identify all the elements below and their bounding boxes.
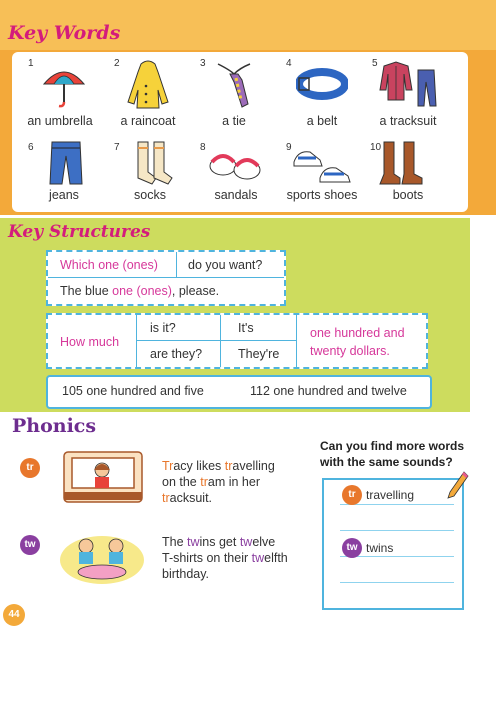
- question-table: [46, 250, 286, 306]
- item-number: 7: [114, 142, 120, 153]
- item-number: 1: [28, 58, 34, 69]
- note-tw-badge: tw: [342, 538, 362, 558]
- number-examples-box: [46, 375, 432, 409]
- number-example-112: 112 one hundred and twelve: [250, 384, 407, 398]
- word-label: a raincoat: [120, 114, 176, 128]
- belt-icon: [296, 64, 348, 104]
- theyre-text: They're: [238, 347, 280, 361]
- key-words-panel: [12, 52, 468, 212]
- note-tw-word: twins: [366, 541, 394, 555]
- phonics-title: Phonics: [12, 415, 97, 437]
- word-label: socks: [134, 188, 166, 202]
- are-they-text: are they?: [150, 347, 203, 361]
- key-structures-title: Key Structures: [8, 222, 151, 242]
- price-line-2: twenty dollars.: [310, 344, 390, 358]
- note-tr-word: travelling: [366, 488, 415, 502]
- item-number: 8: [200, 142, 206, 153]
- is-it-text: is it?: [150, 321, 176, 335]
- key-words-title: Key Words: [8, 22, 121, 44]
- sandals-icon: [208, 146, 262, 182]
- find-more-question: Can you find more words with the same sounds?: [320, 439, 465, 469]
- word-label: a tracksuit: [379, 114, 437, 128]
- word-label: sandals: [214, 188, 258, 202]
- umbrella-icon: [42, 62, 86, 108]
- answer-text: The blue one (ones), please.: [60, 284, 220, 298]
- item-number: 5: [372, 58, 378, 69]
- word-label: an umbrella: [27, 114, 93, 128]
- price-line-1: one hundred and: [310, 326, 405, 340]
- tr-sentence: Tracy likes travelling on the tram in her tracksuit.: [162, 459, 275, 505]
- how-much-text: How much: [60, 335, 120, 349]
- tw-badge: tw: [20, 535, 40, 555]
- girl-on-tram-illustration: [62, 448, 144, 506]
- jeans-icon: [48, 140, 84, 186]
- which-one-text: Which one (ones): [60, 258, 158, 272]
- its-text: It's: [238, 321, 254, 335]
- notebook-card: [322, 478, 464, 610]
- word-label: a tie: [222, 114, 246, 128]
- twins-birthday-illustration: [58, 528, 146, 586]
- boots-icon: [378, 140, 426, 186]
- tr-badge: tr: [20, 458, 40, 478]
- tw-sentence: The twins get twelve T-shirts on their twelfth birthday.: [162, 535, 288, 581]
- item-number: 2: [114, 58, 120, 69]
- tracksuit-icon: [376, 60, 438, 108]
- do-you-want-text: do you want?: [188, 258, 263, 272]
- number-example-105: 105 one hundred and five: [62, 384, 204, 398]
- page-number: 44: [3, 604, 25, 626]
- word-label: sports shoes: [286, 188, 358, 202]
- word-label: a belt: [306, 114, 338, 128]
- item-number: 3: [200, 58, 206, 69]
- raincoat-icon: [126, 60, 170, 110]
- item-number: 4: [286, 58, 292, 69]
- item-number: 10: [370, 142, 382, 153]
- word-label: boots: [392, 188, 424, 202]
- item-number: 6: [28, 142, 34, 153]
- pencil-icon: [446, 470, 470, 500]
- item-number: 9: [286, 142, 292, 153]
- tie-icon: [212, 60, 256, 108]
- socks-icon: [134, 140, 174, 186]
- price-table: [46, 313, 428, 369]
- sports-shoes-icon: [292, 144, 352, 186]
- note-tr-badge: tr: [342, 485, 362, 505]
- word-label: jeans: [49, 188, 79, 202]
